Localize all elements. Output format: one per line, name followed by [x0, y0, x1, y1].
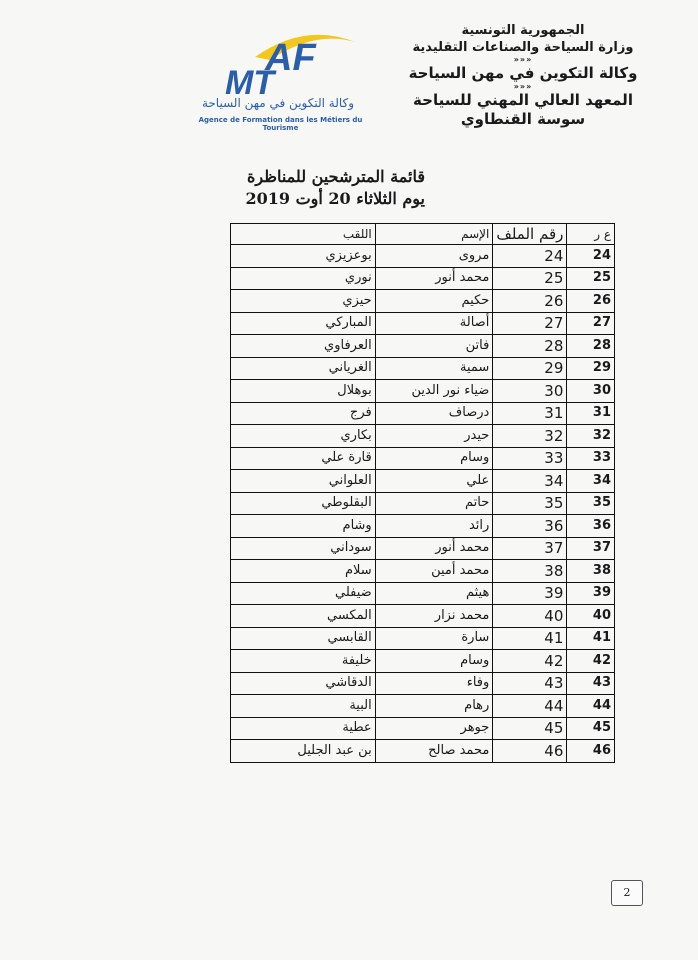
row-file-number: 35	[493, 492, 567, 515]
header-last-name: اللقب	[231, 224, 376, 245]
row-serial: 26	[567, 290, 615, 313]
row-file-number: 24	[493, 245, 567, 268]
row-last-name: الدقاشي	[231, 672, 376, 695]
table-row	[231, 672, 615, 695]
row-file-number: 39	[493, 582, 567, 605]
row-last-name: بن عبد الجليل	[231, 740, 376, 763]
row-first-name: درصاف	[375, 402, 493, 425]
table-row	[231, 582, 615, 605]
row-file-number: 25	[493, 267, 567, 290]
table-row	[231, 402, 615, 425]
row-last-name: قارة علي	[231, 447, 376, 470]
row-first-name: محمد نزار	[375, 605, 493, 628]
row-first-name: أصالة	[375, 312, 493, 335]
table-row	[231, 380, 615, 403]
row-first-name: محمد أمين	[375, 560, 493, 583]
row-last-name: بوهلال	[231, 380, 376, 403]
row-first-name: محمد أنور	[375, 267, 493, 290]
row-last-name: نوري	[231, 267, 376, 290]
row-file-number: 43	[493, 672, 567, 695]
row-serial: 44	[567, 695, 615, 718]
row-serial: 27	[567, 312, 615, 335]
row-serial: 32	[567, 425, 615, 448]
row-last-name: بوعزيزي	[231, 245, 376, 268]
row-first-name: حاتم	[375, 492, 493, 515]
row-file-number: 27	[493, 312, 567, 335]
row-serial: 25	[567, 267, 615, 290]
row-first-name: مروى	[375, 245, 493, 268]
table-row	[231, 267, 615, 290]
table-row	[231, 447, 615, 470]
row-serial: 28	[567, 335, 615, 358]
row-first-name: سارة	[375, 627, 493, 650]
row-first-name: محمد صالح	[375, 740, 493, 763]
row-first-name: فاتن	[375, 335, 493, 358]
title-line-2: يوم الثلاثاء 20 أوت 2019	[245, 189, 425, 208]
row-serial: 34	[567, 470, 615, 493]
row-first-name: ضياء نور الدين	[375, 380, 493, 403]
logo-caption-arabic: وكالة التكوين في مهن السياحة	[201, 96, 355, 110]
row-last-name: المكسي	[231, 605, 376, 628]
row-last-name: بكاري	[231, 425, 376, 448]
row-serial: 33	[567, 447, 615, 470]
table-row	[231, 627, 615, 650]
row-file-number: 41	[493, 627, 567, 650]
row-first-name: جوهر	[375, 717, 493, 740]
row-file-number: 40	[493, 605, 567, 628]
ministry-name: وزارة السياحة والصناعات التقليدية	[412, 40, 634, 55]
document-title	[230, 166, 425, 210]
logo-letters-bottom: MT	[225, 64, 275, 102]
row-first-name: وفاء	[375, 672, 493, 695]
row-file-number: 44	[493, 695, 567, 718]
table-row	[231, 717, 615, 740]
row-first-name: هيثم	[375, 582, 493, 605]
row-serial: 37	[567, 537, 615, 560]
row-serial: 42	[567, 650, 615, 673]
logo-letters-top: AF	[265, 37, 316, 79]
row-last-name: البقلوطي	[231, 492, 376, 515]
title-line-1: قائمة المترشحين للمناظرة	[247, 167, 425, 186]
row-first-name: علي	[375, 470, 493, 493]
row-last-name: حيزي	[231, 290, 376, 313]
row-first-name: سمية	[375, 357, 493, 380]
table-row	[231, 605, 615, 628]
table-row	[231, 312, 615, 335]
separator-2: «««	[513, 82, 533, 91]
row-first-name: رائد	[375, 515, 493, 538]
row-file-number: 37	[493, 537, 567, 560]
row-file-number: 46	[493, 740, 567, 763]
row-last-name: سلام	[231, 560, 376, 583]
row-last-name: عطية	[231, 717, 376, 740]
row-first-name: حيدر	[375, 425, 493, 448]
row-file-number: 28	[493, 335, 567, 358]
table-row	[231, 515, 615, 538]
letterhead	[398, 22, 648, 129]
row-last-name: الغرياني	[231, 357, 376, 380]
table-row	[231, 650, 615, 673]
row-serial: 31	[567, 402, 615, 425]
row-serial: 39	[567, 582, 615, 605]
row-file-number: 30	[493, 380, 567, 403]
page-number: 2	[611, 880, 643, 906]
row-serial: 35	[567, 492, 615, 515]
header-file-number: رقم الملف	[493, 224, 567, 245]
table-row	[231, 425, 615, 448]
table-row	[231, 290, 615, 313]
row-file-number: 34	[493, 470, 567, 493]
row-first-name: وسام	[375, 447, 493, 470]
table-row	[231, 492, 615, 515]
row-last-name: البية	[231, 695, 376, 718]
row-last-name: خليفة	[231, 650, 376, 673]
agency-name: وكالة التكوين في مهن السياحة	[408, 64, 638, 82]
row-serial: 45	[567, 717, 615, 740]
table-header-row	[231, 224, 615, 245]
table-row	[231, 740, 615, 763]
row-file-number: 42	[493, 650, 567, 673]
row-serial: 46	[567, 740, 615, 763]
table-row	[231, 537, 615, 560]
row-serial: 40	[567, 605, 615, 628]
row-first-name: محمد أنور	[375, 537, 493, 560]
row-last-name: سوداني	[231, 537, 376, 560]
logo-caption-french: Agence de Formation dans les Métiers du Tourisme	[198, 116, 363, 132]
candidates-table	[230, 223, 615, 763]
header-serial: ع ر	[567, 224, 615, 245]
row-file-number: 26	[493, 290, 567, 313]
row-serial: 38	[567, 560, 615, 583]
row-last-name: ضيفلي	[231, 582, 376, 605]
city-name: سوسة القنطاوي	[460, 110, 586, 128]
row-last-name: القابسي	[231, 627, 376, 650]
row-last-name: العلواني	[231, 470, 376, 493]
row-file-number: 45	[493, 717, 567, 740]
row-serial: 41	[567, 627, 615, 650]
row-first-name: رهام	[375, 695, 493, 718]
row-last-name: فرج	[231, 402, 376, 425]
row-file-number: 36	[493, 515, 567, 538]
separator-1: «««	[513, 55, 533, 64]
row-last-name: المباركي	[231, 312, 376, 335]
row-file-number: 31	[493, 402, 567, 425]
row-file-number: 33	[493, 447, 567, 470]
table-row	[231, 335, 615, 358]
table-row	[231, 470, 615, 493]
row-serial: 29	[567, 357, 615, 380]
table-row	[231, 560, 615, 583]
header-first-name: الإسم	[375, 224, 493, 245]
row-serial: 30	[567, 380, 615, 403]
republic-name: الجمهورية التونسية	[461, 23, 585, 38]
row-serial: 24	[567, 245, 615, 268]
row-file-number: 29	[493, 357, 567, 380]
table-row	[231, 695, 615, 718]
table-row	[231, 357, 615, 380]
institute-name: المعهد العالي المهني للسياحة	[413, 91, 633, 109]
row-file-number: 38	[493, 560, 567, 583]
row-serial: 43	[567, 672, 615, 695]
row-serial: 36	[567, 515, 615, 538]
row-first-name: وسام	[375, 650, 493, 673]
row-first-name: حكيم	[375, 290, 493, 313]
row-last-name: العرفاوي	[231, 335, 376, 358]
row-last-name: وشام	[231, 515, 376, 538]
table-row	[231, 245, 615, 268]
row-file-number: 32	[493, 425, 567, 448]
